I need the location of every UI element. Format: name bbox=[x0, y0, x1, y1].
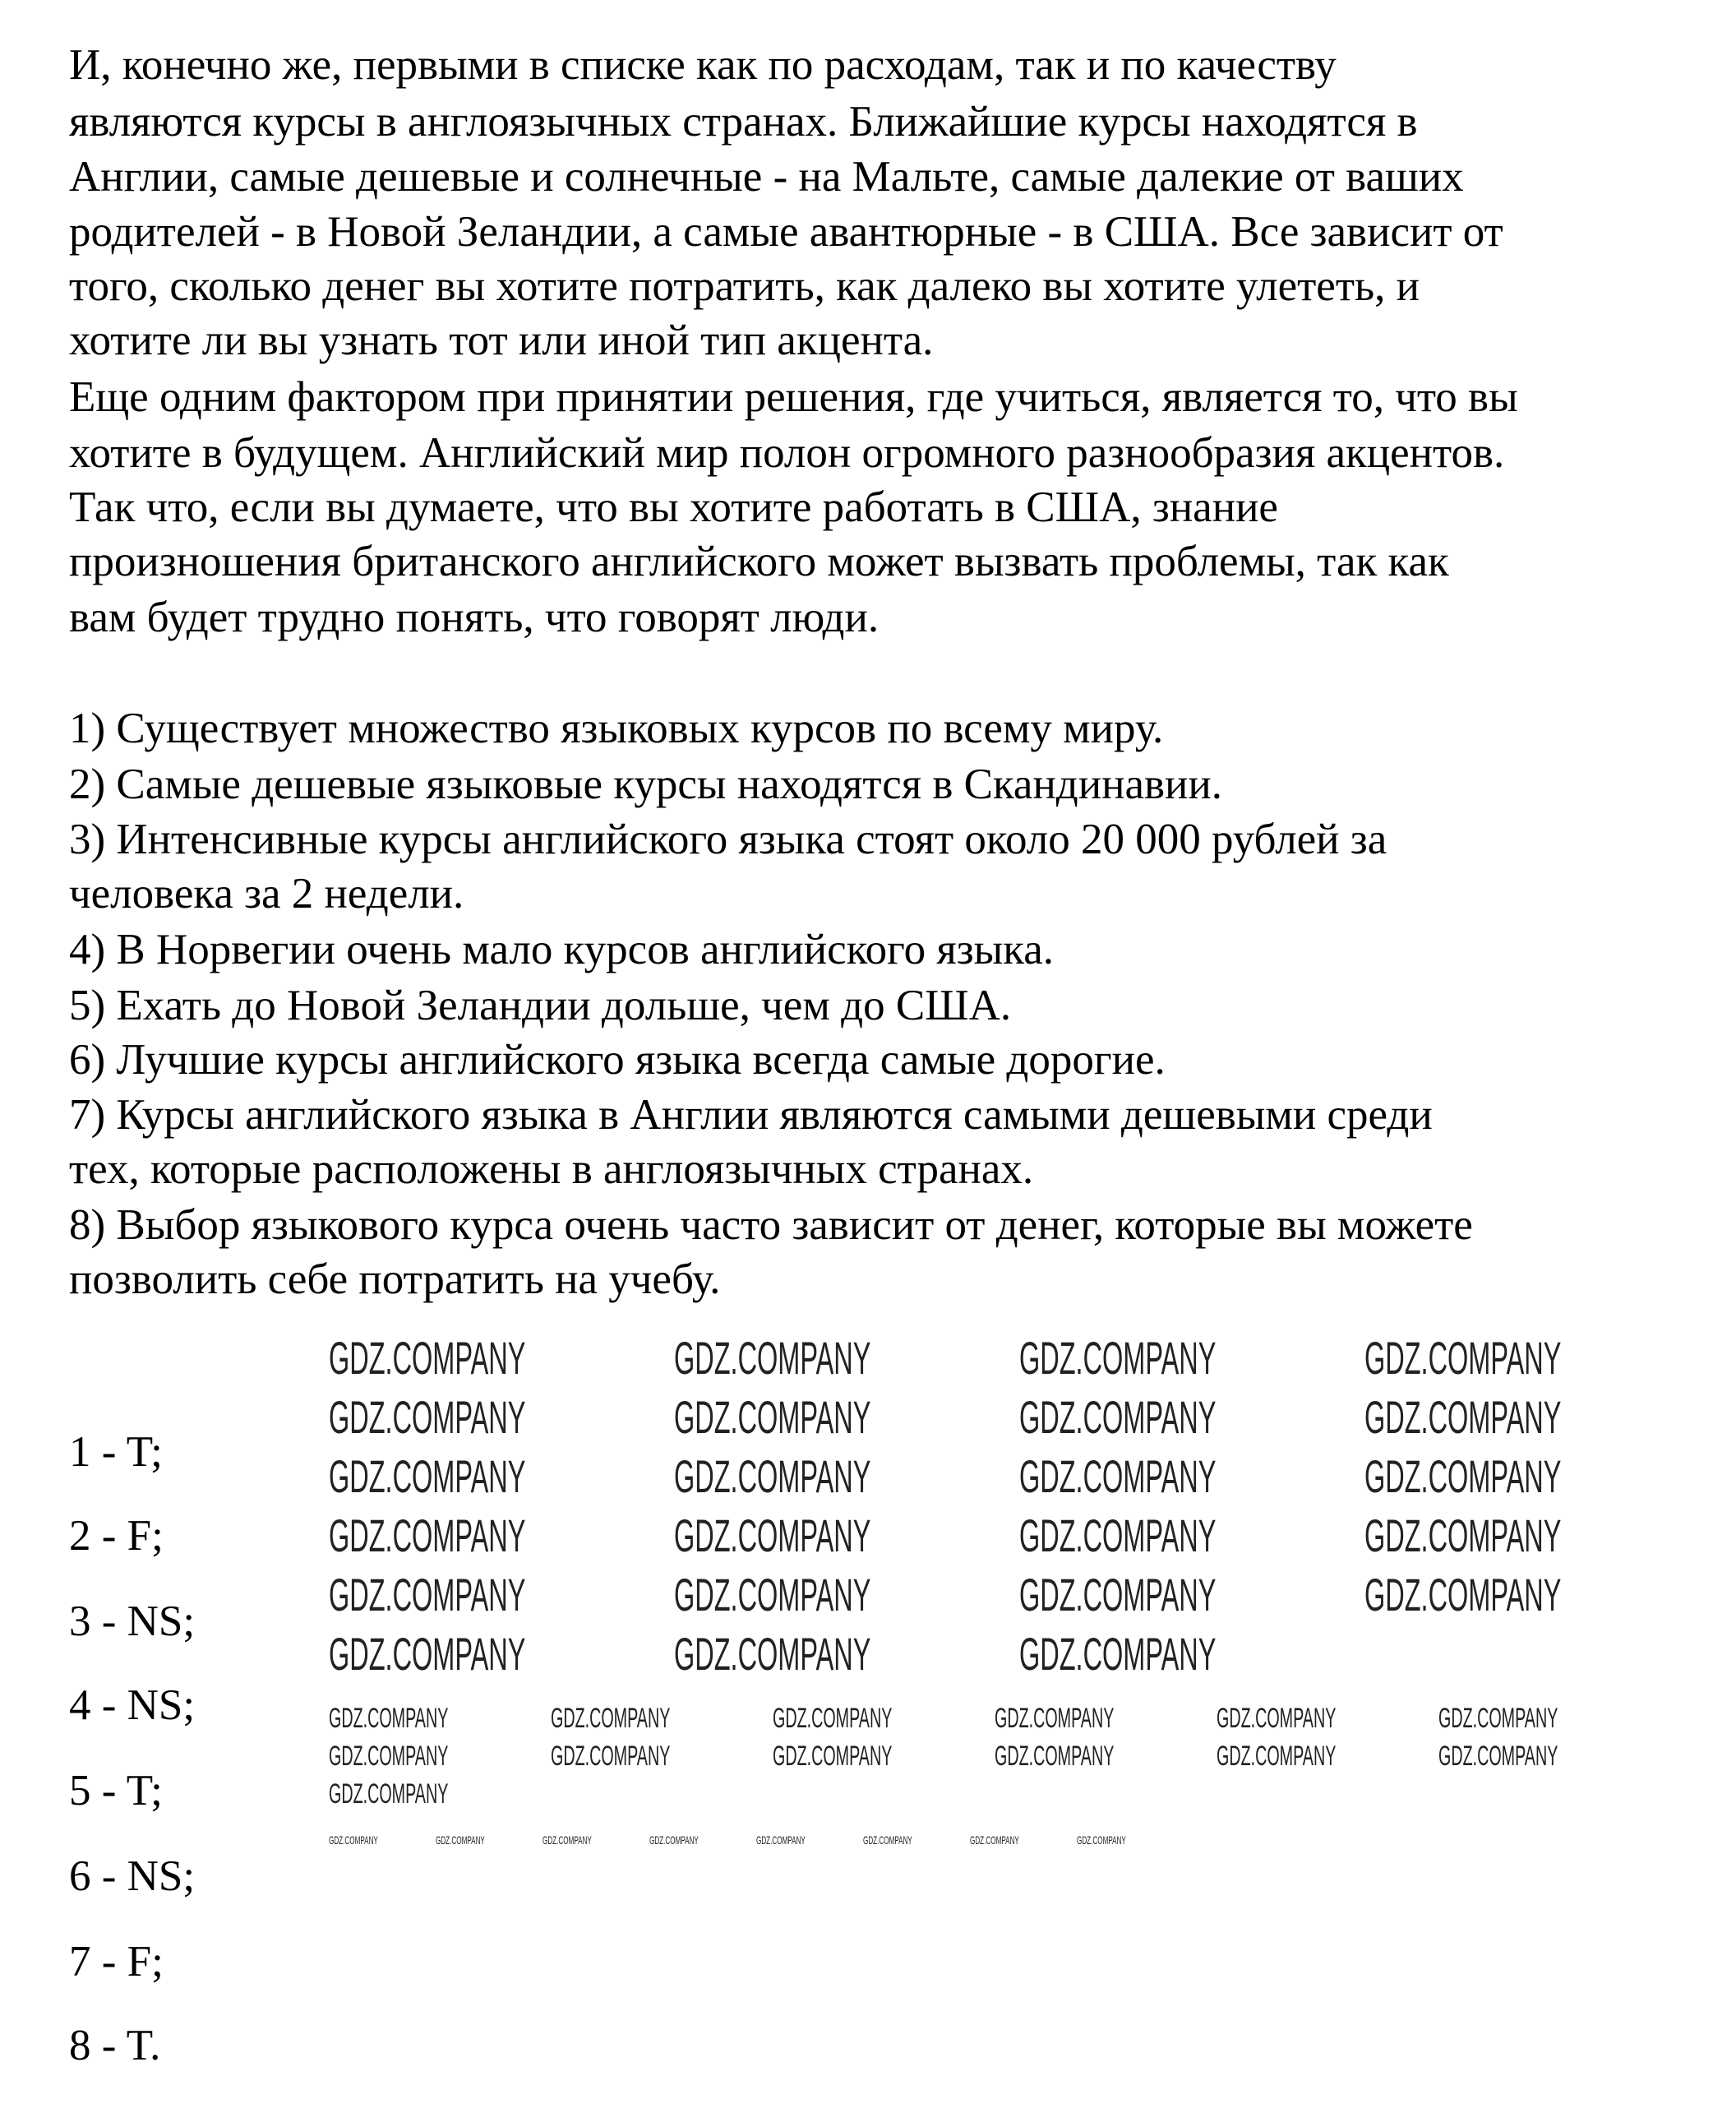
watermark: GDZ.COMPANY bbox=[773, 1703, 893, 1734]
watermark: GDZ.COMPANY bbox=[329, 1391, 526, 1443]
watermark: GDZ.COMPANY bbox=[1438, 1703, 1558, 1734]
watermark: GDZ.COMPANY bbox=[1077, 1833, 1126, 1847]
statement-line: 2) Самые дешевые языковые курсы находятся в Скандинавии. bbox=[69, 760, 1223, 808]
watermark: GDZ.COMPANY bbox=[1364, 1391, 1562, 1443]
answer-line: 6 - NS; bbox=[69, 1852, 196, 1900]
watermark: GDZ.COMPANY bbox=[1019, 1332, 1217, 1384]
watermark: GDZ.COMPANY bbox=[329, 1628, 526, 1680]
paragraph-line: хотите в будущем. Английский мир полон огромного разнообразия акцентов. bbox=[69, 429, 1505, 477]
answer-line: 5 - T; bbox=[69, 1767, 163, 1815]
answer-line: 2 - F; bbox=[69, 1512, 164, 1560]
watermark: GDZ.COMPANY bbox=[1019, 1569, 1217, 1620]
watermark: GDZ.COMPANY bbox=[1019, 1450, 1217, 1502]
paragraph-line: произношения британского английского может вызвать проблемы, так как bbox=[69, 538, 1449, 585]
watermark: GDZ.COMPANY bbox=[329, 1569, 526, 1620]
paragraph-line: родителей - в Новой Зеландии, а самые авантюрные - в США. Все зависит от bbox=[69, 208, 1503, 256]
watermark: GDZ.COMPANY bbox=[674, 1391, 871, 1443]
watermark: GDZ.COMPANY bbox=[995, 1703, 1115, 1734]
watermark: GDZ.COMPANY bbox=[756, 1833, 806, 1847]
watermark: GDZ.COMPANY bbox=[436, 1833, 485, 1847]
watermark: GDZ.COMPANY bbox=[674, 1450, 871, 1502]
answer-line: 7 - F; bbox=[69, 1938, 164, 1986]
watermark: GDZ.COMPANY bbox=[1438, 1741, 1558, 1772]
paragraph-line: И, конечно же, первыми в списке как по расходам, так и по качеству bbox=[69, 41, 1337, 89]
paragraph-line: того, сколько денег вы хотите потратить, как далеко вы хотите улететь, и bbox=[69, 262, 1420, 310]
statement-line: 4) В Норвегии очень мало курсов английского языка. bbox=[69, 926, 1054, 973]
watermark: GDZ.COMPANY bbox=[329, 1703, 449, 1734]
watermark: GDZ.COMPANY bbox=[1364, 1509, 1562, 1561]
watermark: GDZ.COMPANY bbox=[1364, 1450, 1562, 1502]
watermark: GDZ.COMPANY bbox=[551, 1703, 671, 1734]
answer-line: 3 - NS; bbox=[69, 1597, 196, 1645]
answer-line: 4 - NS; bbox=[69, 1681, 196, 1729]
watermark: GDZ.COMPANY bbox=[674, 1332, 871, 1384]
statement-line: 1) Существует множество языковых курсов по всему миру. bbox=[69, 705, 1164, 752]
watermark: GDZ.COMPANY bbox=[674, 1628, 871, 1680]
watermark: GDZ.COMPANY bbox=[1019, 1509, 1217, 1561]
watermark: GDZ.COMPANY bbox=[773, 1741, 893, 1772]
statement-line: человека за 2 недели. bbox=[69, 870, 464, 918]
answer-line: 8 - T. bbox=[69, 2022, 161, 2069]
statement-line: тех, которые расположены в англоязычных странах. bbox=[69, 1145, 1034, 1193]
watermark: GDZ.COMPANY bbox=[329, 1833, 378, 1847]
paragraph-line: Англии, самые дешевые и солнечные - на Мальте, самые далекие от ваших bbox=[69, 153, 1464, 201]
watermark: GDZ.COMPANY bbox=[1019, 1391, 1217, 1443]
statement-line: 3) Интенсивные курсы английского языка стоят около 20 000 рублей за bbox=[69, 816, 1387, 863]
watermark: GDZ.COMPANY bbox=[551, 1741, 671, 1772]
statement-line: 6) Лучшие курсы английского языка всегда самые дорогие. bbox=[69, 1036, 1166, 1084]
watermark: GDZ.COMPANY bbox=[674, 1509, 871, 1561]
watermark: GDZ.COMPANY bbox=[995, 1741, 1115, 1772]
watermark: GDZ.COMPANY bbox=[329, 1741, 449, 1772]
paragraph-line: вам будет трудно понять, что говорят люди. bbox=[69, 594, 880, 641]
paragraph-line: Еще одним фактором при принятии решения, где учиться, является то, что вы bbox=[69, 373, 1518, 421]
answer-line: 1 - T; bbox=[69, 1428, 163, 1476]
paragraph-line: являются курсы в англоязычных странах. Ближайшие курсы находятся в bbox=[69, 98, 1418, 146]
watermark: GDZ.COMPANY bbox=[674, 1569, 871, 1620]
statement-line: 7) Курсы английского языка в Англии являются самыми дешевыми среди bbox=[69, 1091, 1433, 1139]
statement-line: позволить себе потратить на учебу. bbox=[69, 1255, 721, 1303]
watermark: GDZ.COMPANY bbox=[329, 1450, 526, 1502]
watermark: GDZ.COMPANY bbox=[1364, 1569, 1562, 1620]
paragraph-line: хотите ли вы узнать тот или иной тип акцента. bbox=[69, 317, 934, 364]
statement-line: 8) Выбор языкового курса очень часто зависит от денег, которые вы можете bbox=[69, 1201, 1473, 1249]
watermark: GDZ.COMPANY bbox=[329, 1778, 449, 1810]
watermark: GDZ.COMPANY bbox=[1019, 1628, 1217, 1680]
watermark: GDZ.COMPANY bbox=[1364, 1332, 1562, 1384]
watermark: GDZ.COMPANY bbox=[970, 1833, 1019, 1847]
statement-line: 5) Ехать до Новой Зеландии дольше, чем до США. bbox=[69, 982, 1012, 1029]
watermark: GDZ.COMPANY bbox=[1217, 1741, 1337, 1772]
watermark: GDZ.COMPANY bbox=[1217, 1703, 1337, 1734]
watermark: GDZ.COMPANY bbox=[329, 1509, 526, 1561]
watermark: GDZ.COMPANY bbox=[542, 1833, 592, 1847]
watermark: GDZ.COMPANY bbox=[329, 1332, 526, 1384]
paragraph-line: Так что, если вы думаете, что вы хотите работать в США, знание bbox=[69, 483, 1278, 531]
watermark: GDZ.COMPANY bbox=[649, 1833, 699, 1847]
watermark: GDZ.COMPANY bbox=[863, 1833, 912, 1847]
